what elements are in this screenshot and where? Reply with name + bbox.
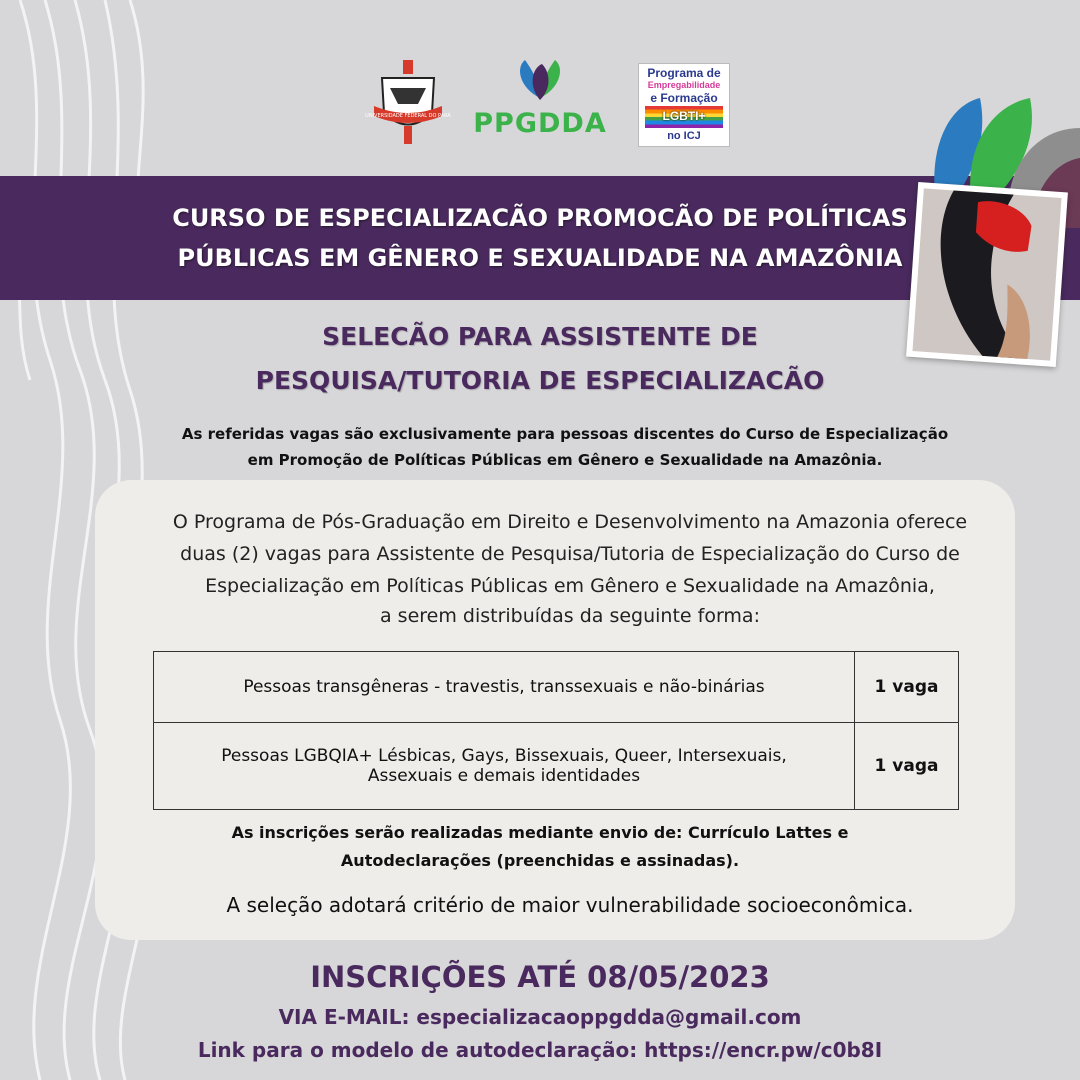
description-line: O Programa de Pós-Graduação em Direito e Desenvolvimento na Amazonia oferece <box>172 511 968 533</box>
description-line: a serem distribuídas da seguinte forma: <box>380 605 760 627</box>
lgbt-logo-line: no ICJ <box>667 130 701 142</box>
requirements-line: As inscrições serão realizadas mediante envio de: Currículo Lattes e <box>231 823 849 842</box>
ufpa-seal-logo <box>365 58 451 148</box>
selection-heading-line: SELECÃO PARA ASSISTENTE DE <box>322 322 758 351</box>
self-declaration-link[interactable]: Link para o modelo de autodeclaração: https://encr.pw/c0b8I <box>197 1038 883 1062</box>
vacancy-quantity: 1 vaga <box>855 652 959 723</box>
vacancy-category: Pessoas transgêneras - travestis, transsexuais e não-binárias <box>154 652 855 723</box>
ppgdda-logo <box>470 58 610 148</box>
selection-criterion: A seleção adotará critério de maior vulnerabilidade socioeconômica. <box>226 893 914 917</box>
ufpa-ribbon-text: UNIVERSIDADE FEDERAL DO PARÁ <box>365 113 451 119</box>
lgbt-logo-line: e Formação <box>650 91 718 105</box>
registration-deadline: INSCRIÇÕES ATÉ 08/05/2023 <box>310 960 770 994</box>
vacancy-table <box>153 651 959 810</box>
lgbt-logo-line: Empregabilidade <box>647 80 721 90</box>
description-line: Especialização em Políticas Públicas em Gênero e Sexualidade na Amazônia, <box>205 575 935 597</box>
eligibility-notice-line: As referidas vagas são exclusivamente para pessoas discentes do Curso de Especialização <box>181 425 949 443</box>
portrait-photo <box>906 182 1068 367</box>
contact-email[interactable]: VIA E-MAIL: especializacaoppgdda@gmail.com <box>278 1005 802 1029</box>
requirements-line: Autodeclarações (preenchidas e assinadas). <box>340 851 740 870</box>
banner-title-line: CURSO DE ESPECIALIZACÃO PROMOCÃO DE POLÍTICAS <box>172 204 908 232</box>
lgbt-logo-line: Programa de <box>647 66 721 80</box>
description-line: duas (2) vagas para Assistente de Pesquisa/Tutoria de Especialização do Curso de <box>180 543 960 565</box>
lgbti-program-logo <box>638 63 730 147</box>
table-row <box>154 652 959 723</box>
vacancy-quantity: 1 vaga <box>855 723 959 810</box>
vacancy-category: Pessoas LGBQIA+ Lésbicas, Gays, Bissexuais, Queer, Intersexuais, Assexuais e demais identidades <box>154 723 855 810</box>
table-row <box>154 723 959 810</box>
eligibility-notice-line: em Promoção de Políticas Públicas em Gênero e Sexualidade na Amazônia. <box>247 451 883 469</box>
selection-heading-line: PESQUISA/TUTORIA DE ESPECIALIZACÃO <box>255 366 825 395</box>
ppgdda-logo-text: PPGDDA <box>473 108 607 139</box>
lgbt-logo-line: LGBTI+ <box>662 109 706 123</box>
ppgdda-leaf-icon <box>470 58 610 108</box>
portrait-illustration-icon <box>912 188 1061 360</box>
banner-title-line: PÚBLICAS EM GÊNERO E SEXUALIDADE NA AMAZÔNIA <box>177 244 903 272</box>
